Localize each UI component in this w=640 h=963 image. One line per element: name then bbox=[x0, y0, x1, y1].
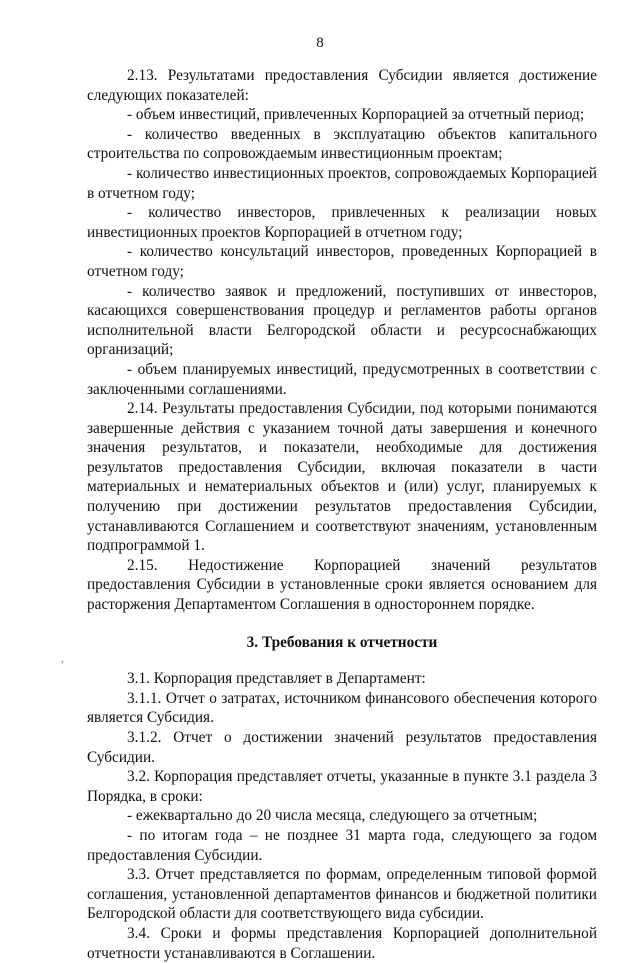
section-3 bbox=[87, 669, 597, 963]
page-number: 8 bbox=[316, 35, 324, 51]
paragraph-3-1: 3.1. Корпорация представляет в Департамент: bbox=[127, 670, 426, 688]
document-body bbox=[87, 66, 597, 963]
list-item-quarterly: - ежеквартально до 20 числа месяца, следующего за отчетным; bbox=[127, 807, 538, 825]
paragraph-2-13: 2.13. Результатами предоставления Субсидии является достижение следующих показателей: bbox=[87, 67, 597, 104]
section-2-continuation bbox=[87, 66, 597, 615]
paragraph-2-15: 2.15. Недостижение Корпорацией значений результатов предоставления Субсидии в установленные сроки является основанием для расторжения Департаментом Соглашения в одностороннем порядке. bbox=[87, 556, 597, 614]
paragraph-3-4: 3.4. Сроки и формы представления Корпорацией дополнительной отчетности устанавливаются в Соглашении. bbox=[87, 924, 597, 962]
list-item-commissioned-objects: - количество введенных в эксплуатацию объектов капитального строительства по сопровождаемым инвестиционным проектам; bbox=[87, 125, 597, 163]
section-heading: 3. Требования к отчетности bbox=[246, 633, 438, 651]
paragraph-3-2: 3.2. Корпорация представляет отчеты, указанные в пункте 3.1 раздела 3 Порядка, в сроки: bbox=[87, 768, 597, 805]
list-item-investment-projects: - количество инвестиционных проектов, сопровождаемых Корпорацией в отчетном году; bbox=[87, 164, 597, 202]
list-item-applications: - количество заявок и предложений, поступивших от инвесторов, касающихся совершенствования процедур и регламентов работы органов исполнительной власти Белгородской области и ресурсоснабжающих организаций; bbox=[87, 282, 597, 359]
paragraph-3-1-2: 3.1.2. Отчет о достижении значений результатов предоставления Субсидии. bbox=[87, 729, 597, 766]
paragraph-2-14: 2.14. Результаты предоставления Субсидии, под которыми понимаются завершенные действия с указанием точной даты завершения и конечного значения результатов, и показатели, необходимые для достижения результатов предоставления Субсидии, включая показатели в части материальных и нематериальных объектов и (или) услуг, планируемых к получению при достижении результатов предоставления Субсидии, устанавливаются Соглашением и соответствуют значениям, установленным подпрограммой 1. bbox=[87, 400, 597, 555]
list-item-planned-investments: - объем планируемых инвестиций, предусмотренных в соответствии с заключенными соглашениями. bbox=[87, 360, 597, 398]
paragraph-3-1-1: 3.1.1. Отчет о затратах, источником финансового обеспечения которого является Субсидия. bbox=[87, 689, 597, 727]
paragraph-3-3: 3.3. Отчет представляется по формам, определенным типовой формой соглашения, установленной департаментов финансов и бюджетной политики Белгородской области для соответствующего вида субсидии. bbox=[87, 866, 597, 923]
list-item-consultations: - количество консультаций инвесторов, проведенных Корпорацией в отчетном году; bbox=[87, 243, 597, 280]
list-item-investors-attracted: - количество инвесторов, привлеченных к реализации новых инвестиционных проектов Корпорацией в отчетном году; bbox=[87, 204, 597, 241]
list-item-annual: - по итогам года – не позднее 31 марта года, следующего за годом предоставления Субсидии. bbox=[87, 826, 597, 864]
scan-mark: , bbox=[61, 653, 64, 665]
list-item-investment-volume: - объем инвестиций, привлеченных Корпорацией за отчетный период; bbox=[127, 106, 585, 124]
